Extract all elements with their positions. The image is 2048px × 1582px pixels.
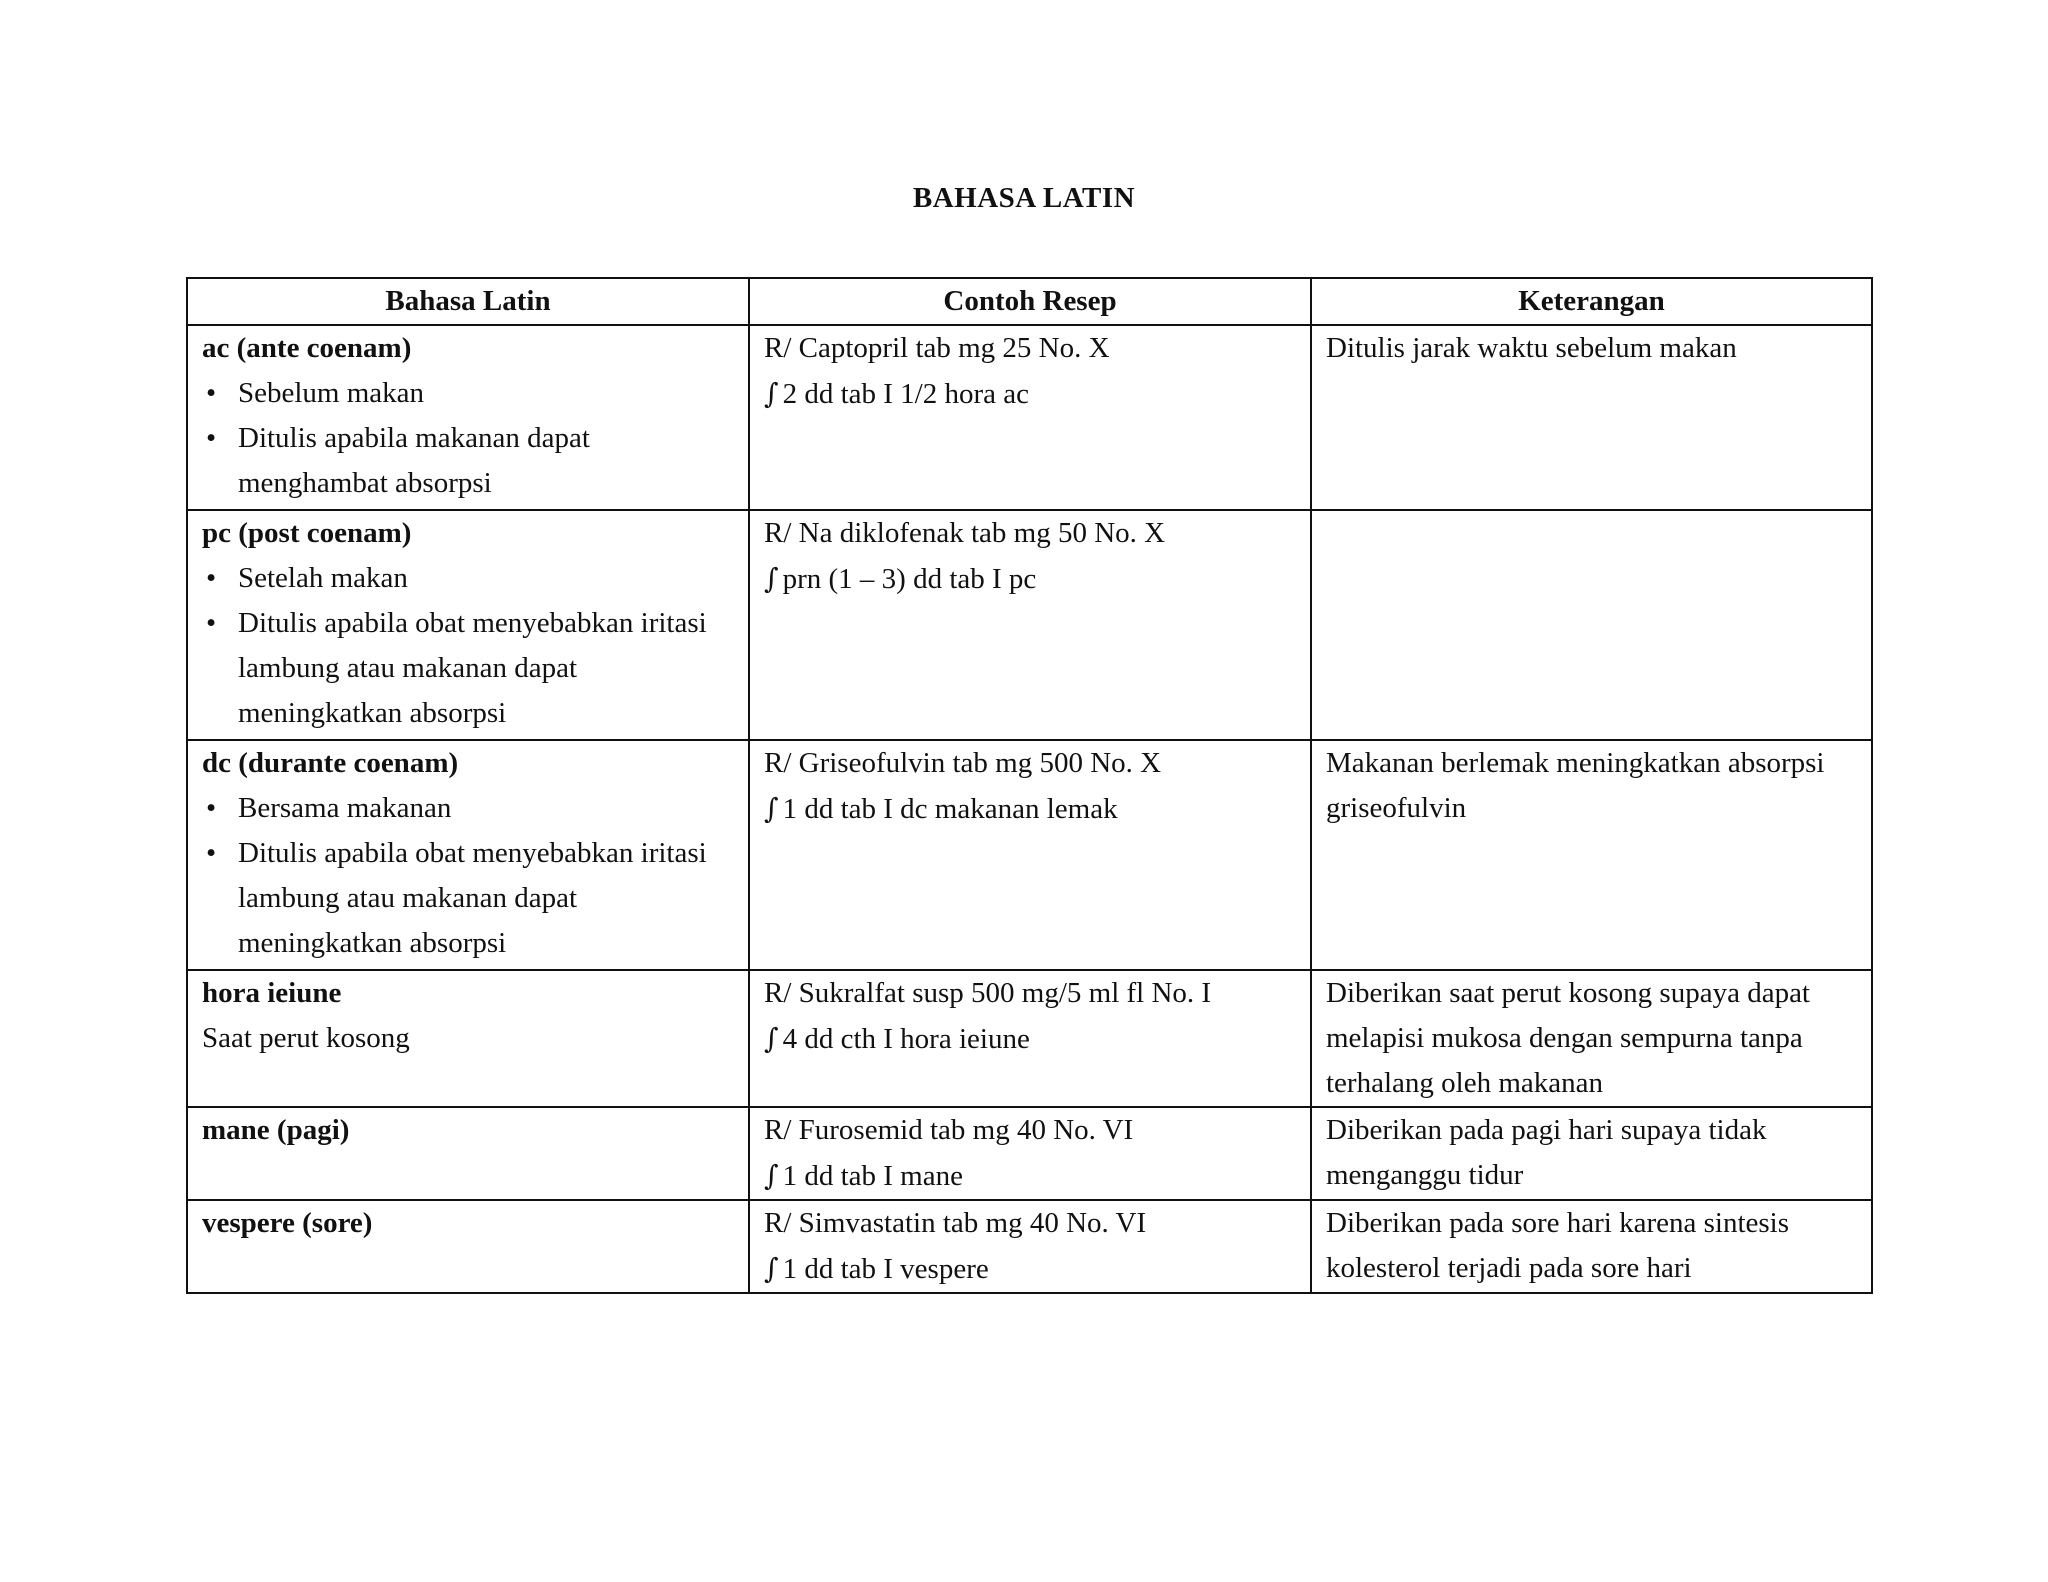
- header-contoh-resep: Contoh Resep: [749, 278, 1311, 325]
- signa-text: prn (1 – 3) dd tab I pc: [782, 563, 1037, 595]
- latin-cell: [187, 510, 749, 740]
- signa-line: [764, 371, 1296, 417]
- prescription-line: R/ Captopril tab mg 25 No. X: [764, 332, 1110, 364]
- prescription-line: R/ Furosemid tab mg 40 No. VI: [764, 1114, 1134, 1146]
- signa-line: [764, 1153, 1296, 1199]
- table-row: [187, 970, 1872, 1107]
- signa-text: 1 dd tab I dc makanan lemak: [782, 793, 1118, 825]
- integral-signa-icon: ∫: [764, 792, 779, 825]
- signa-line: [764, 556, 1296, 602]
- signa-line: [764, 1246, 1296, 1292]
- list-item: • Bersama makanan: [224, 786, 734, 831]
- integral-signa-icon: ∫: [764, 1252, 779, 1285]
- list-item: • Ditulis apabila obat menyebabkan iritasi lambung atau makanan dapat meningkatkan absorpsi: [224, 831, 734, 966]
- table-row: [187, 1107, 1872, 1200]
- table-row: [187, 510, 1872, 740]
- bullet-list: [202, 371, 734, 506]
- latin-cell: [187, 1200, 749, 1293]
- table-row: [187, 1200, 1872, 1293]
- note-text: Diberikan pada sore hari karena sintesis kolesterol terjadi pada sore hari: [1326, 1207, 1790, 1284]
- prescription-cell: [749, 1107, 1311, 1200]
- prescription-cell: [749, 970, 1311, 1107]
- bullet-list: [202, 786, 734, 966]
- latin-term: pc (post coenam): [202, 517, 412, 549]
- note-text: Diberikan pada pagi hari supaya tidak menganggu tidur: [1326, 1114, 1767, 1191]
- prescription-line: R/ Na diklofenak tab mg 50 No. X: [764, 517, 1166, 549]
- header-keterangan: Keterangan: [1311, 278, 1872, 325]
- latin-cell: [187, 1107, 749, 1200]
- latin-term: hora ieiune: [202, 977, 342, 1009]
- latin-meaning: Saat perut kosong: [202, 1022, 410, 1054]
- prescription-line: R/ Sukralfat susp 500 mg/5 ml fl No. I: [764, 977, 1212, 1009]
- latin-term: vespere (sore): [202, 1207, 373, 1239]
- list-item: • Sebelum makan: [224, 371, 734, 416]
- prescription-cell: [749, 510, 1311, 740]
- latin-term: ac (ante coenam): [202, 332, 412, 364]
- note-text: Makanan berlemak meningkatkan absorpsi griseofulvin: [1326, 747, 1825, 824]
- note-text: Diberikan saat perut kosong supaya dapat melapisi mukosa dengan sempurna tanpa terhalang oleh makanan: [1326, 977, 1810, 1099]
- table-row: [187, 325, 1872, 510]
- prescription-cell: [749, 1200, 1311, 1293]
- note-text: Ditulis jarak waktu sebelum makan: [1326, 332, 1737, 364]
- note-cell: [1311, 1200, 1872, 1293]
- note-cell: [1311, 510, 1872, 740]
- latin-terms-table: [186, 277, 1873, 1294]
- table-header-row: [187, 278, 1872, 325]
- latin-term: dc (durante coenam): [202, 747, 459, 779]
- list-item: • Setelah makan: [224, 556, 734, 601]
- latin-cell: [187, 325, 749, 510]
- list-item: • Ditulis apabila obat menyebabkan iritasi lambung atau makanan dapat meningkatkan absorpsi: [224, 601, 734, 736]
- prescription-cell: [749, 325, 1311, 510]
- table-body: [187, 325, 1872, 1293]
- prescription-line: R/ Griseofulvin tab mg 500 No. X: [764, 747, 1162, 779]
- latin-cell: [187, 970, 749, 1107]
- signa-text: 2 dd tab I 1/2 hora ac: [782, 378, 1030, 410]
- signa-text: 1 dd tab I mane: [782, 1160, 963, 1192]
- latin-term: mane (pagi): [202, 1114, 350, 1146]
- table-row: [187, 740, 1872, 970]
- integral-signa-icon: ∫: [764, 562, 779, 595]
- signa-text: 1 dd tab I vespere: [782, 1253, 989, 1285]
- signa-text: 4 dd cth I hora ieiune: [782, 1023, 1030, 1055]
- integral-signa-icon: ∫: [764, 377, 779, 410]
- list-item: • Ditulis apabila makanan dapat menghambat absorpsi: [224, 416, 734, 506]
- prescription-line: R/ Simvastatin tab mg 40 No. VI: [764, 1207, 1147, 1239]
- signa-line: [764, 1016, 1296, 1062]
- integral-signa-icon: ∫: [764, 1159, 779, 1192]
- bullet-list: [202, 556, 734, 736]
- note-cell: [1311, 970, 1872, 1107]
- note-cell: [1311, 1107, 1872, 1200]
- latin-cell: [187, 740, 749, 970]
- integral-signa-icon: ∫: [764, 1022, 779, 1055]
- signa-line: [764, 786, 1296, 832]
- header-bahasa-latin: Bahasa Latin: [187, 278, 749, 325]
- document-title: BAHASA LATIN: [912, 182, 1136, 214]
- note-cell: [1311, 325, 1872, 510]
- prescription-cell: [749, 740, 1311, 970]
- note-cell: [1311, 740, 1872, 970]
